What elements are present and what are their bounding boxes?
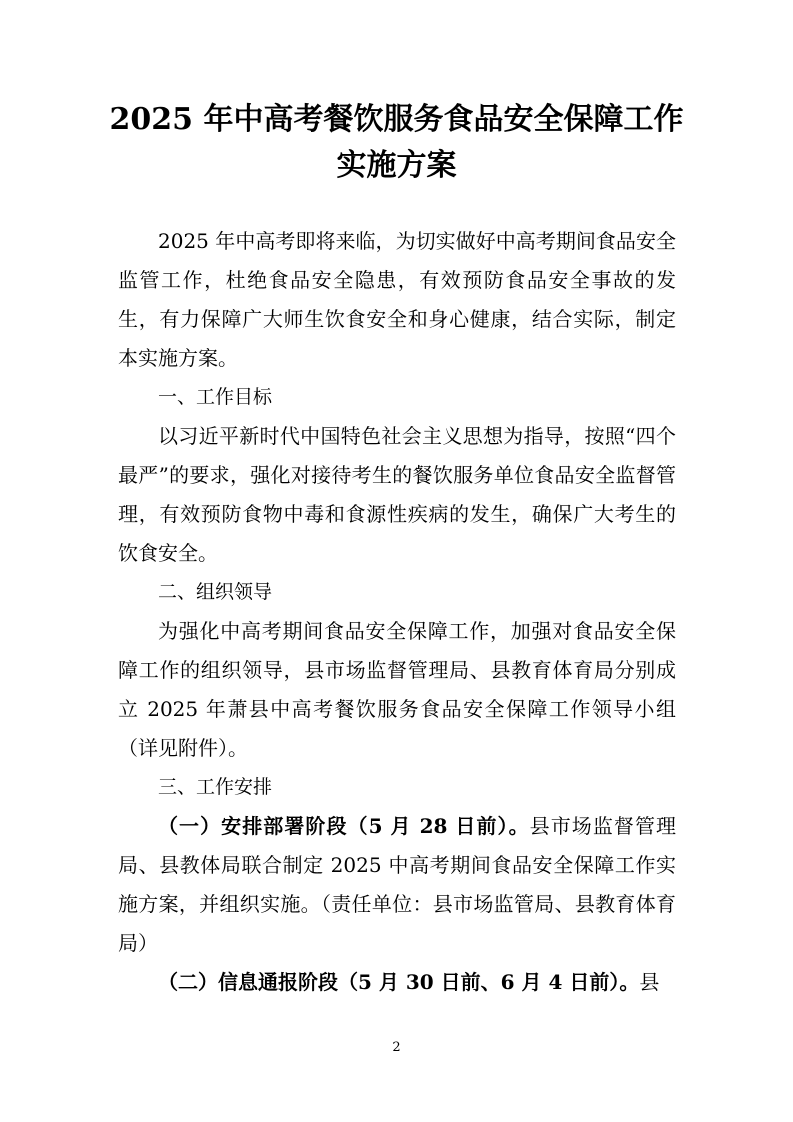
page-number: 2 bbox=[392, 1040, 401, 1055]
document-title-line-1: 2025 年中高考餐饮服务食品安全保障工作 bbox=[109, 102, 684, 137]
document-body bbox=[118, 222, 676, 1002]
section-heading-leadership: 二、组织领导 bbox=[158, 581, 273, 603]
arrangement-item-2-title: （二）信息通报阶段（5 月 30 日前、6 月 4 日前）。 bbox=[158, 970, 640, 994]
section-paragraph-leadership: 为强化中高考期间食品安全保障工作，加强对食品安全保障工作的组织领导，县市场监督管理局、县教育体育局分别成立 2025 年萧县中高考餐饮服务食品安全保障工作领导小组（详见附件）。 bbox=[118, 619, 676, 760]
arrangement-item-2 bbox=[118, 963, 676, 1002]
section-paragraph-goals: 以习近平新时代中国特色社会主义思想为指导，按照“四个最严”的要求，强化对接待考生的餐饮服务单位食品安全监督管理，有效预防食物中毒和食源性疾病的发生，确保广大考生的饮食安全。 bbox=[118, 424, 676, 565]
arrangement-item-2-text: 县 bbox=[639, 970, 660, 994]
arrangement-item-1-title: （一）安排部署阶段（5 月 28 日前）。 bbox=[158, 814, 530, 838]
section-heading-goals: 一、工作目标 bbox=[158, 386, 273, 408]
arrangement-item-1 bbox=[118, 807, 676, 963]
document-title-line-2: 实施方案 bbox=[336, 148, 457, 183]
section-heading-arrangement: 三、工作安排 bbox=[158, 776, 273, 798]
intro-paragraph: 2025 年中高考即将来临，为切实做好中高考期间食品安全监管工作，杜绝食品安全隐患，有效预防食品安全事故的发生，有力保障广大师生饮食安全和身心健康，结合实际，制定本实施方案。 bbox=[118, 229, 676, 370]
arrangement-item-1-text: 县市场监督管理局、县教体局联合制定 2025 中高考期间食品安全保障工作实施方案，并组织实施。（责任单位：县市场监管局、县教育体育局） bbox=[118, 814, 676, 955]
